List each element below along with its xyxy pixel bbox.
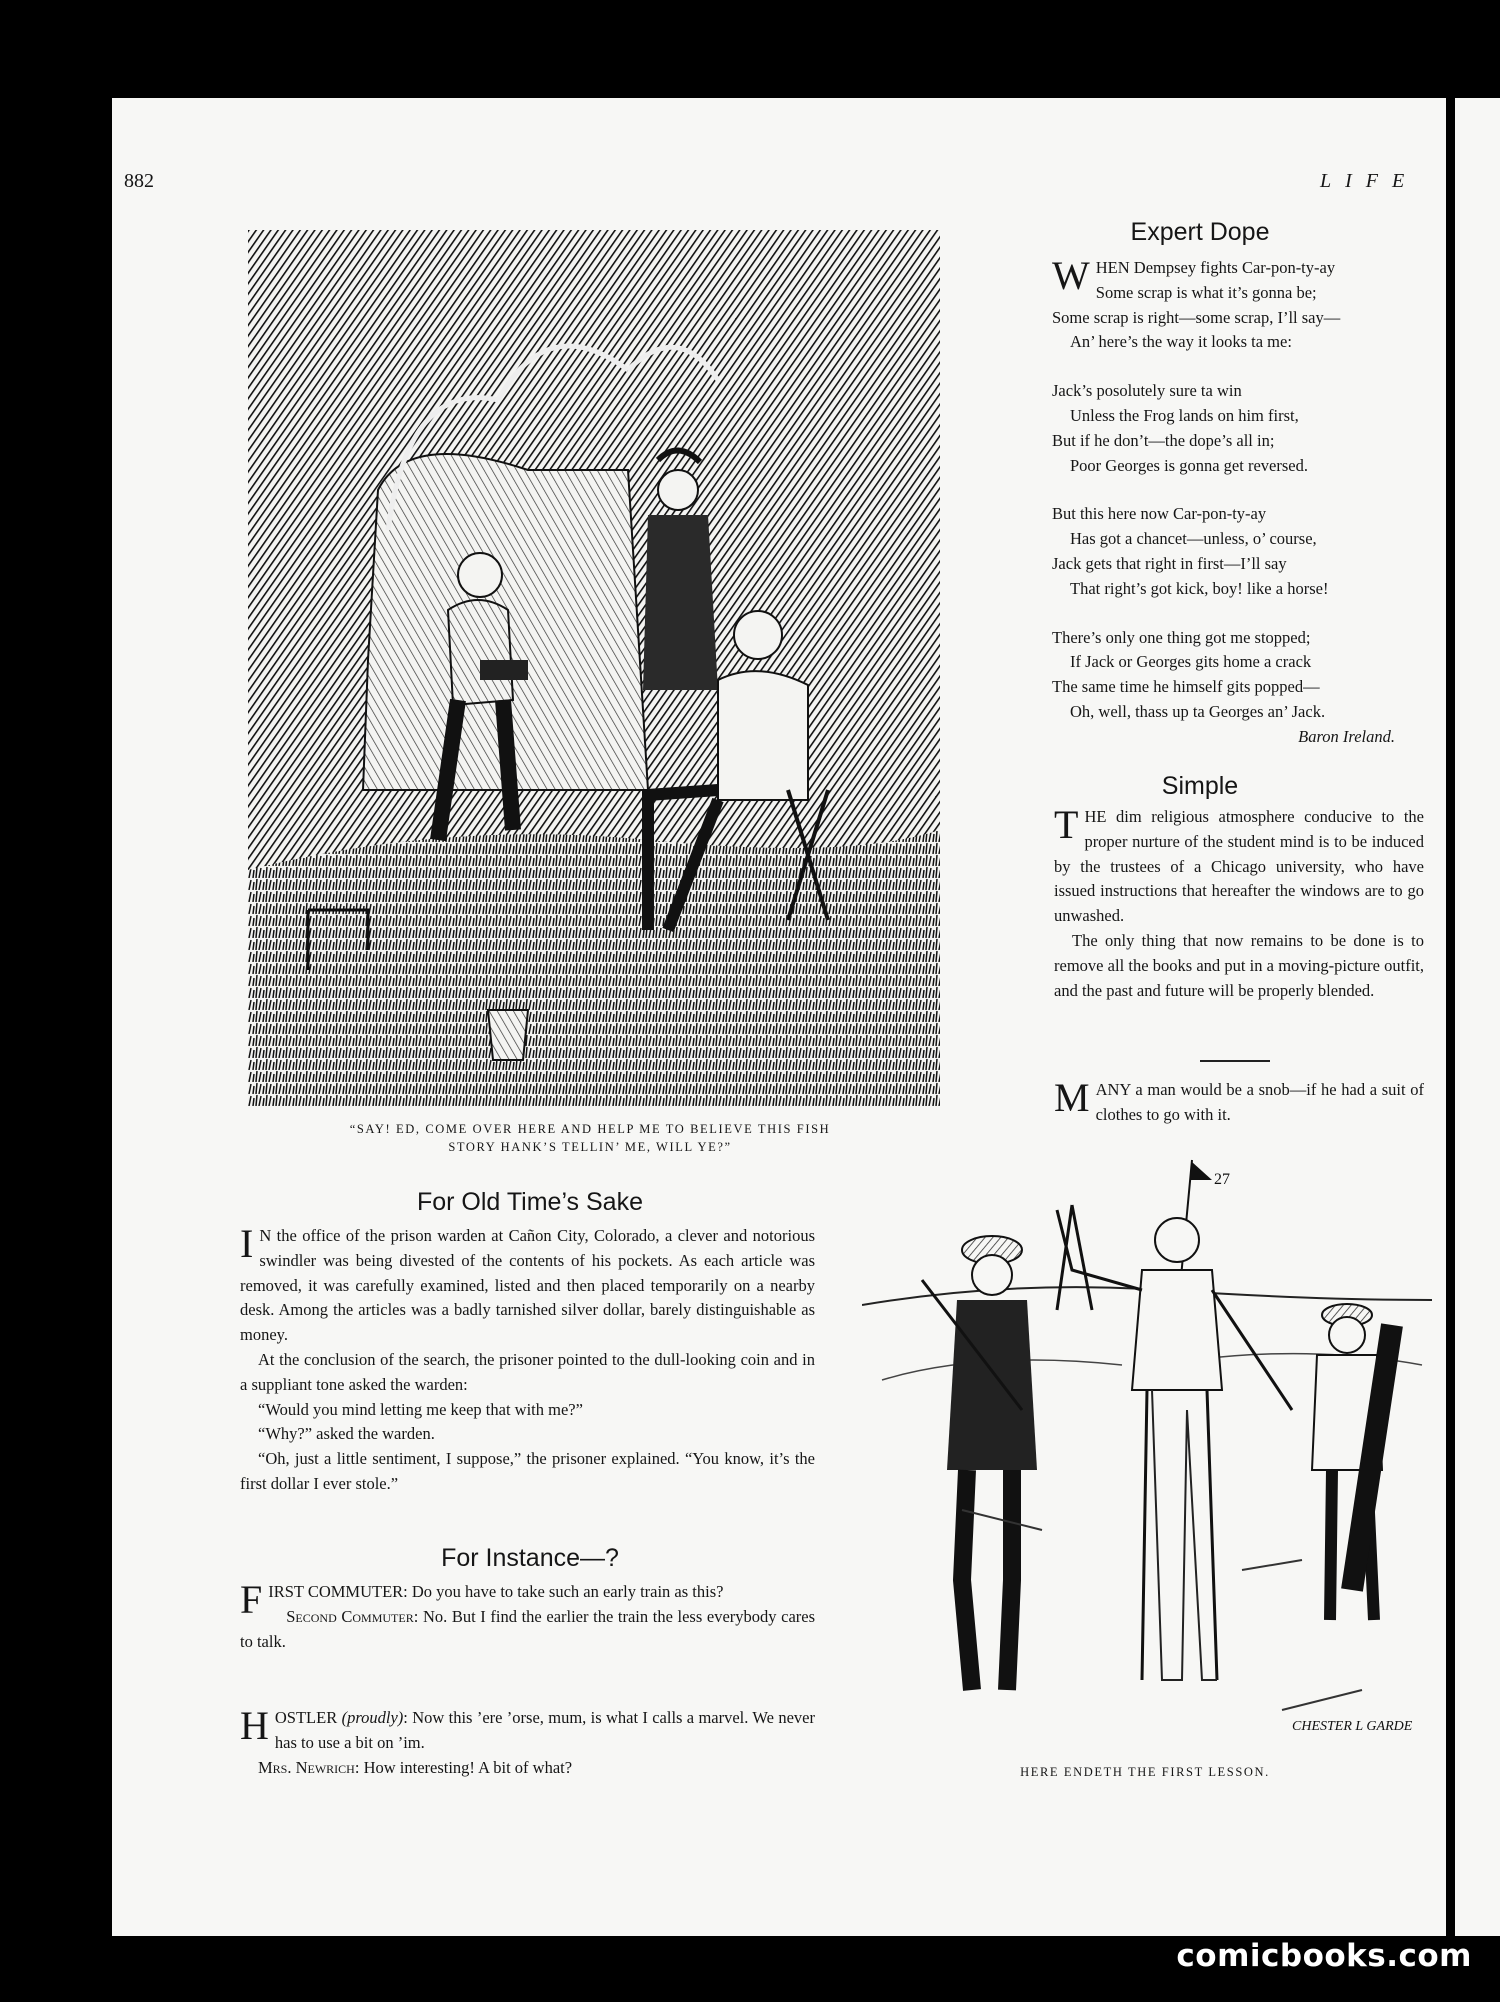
paragraph <box>240 1703 815 1756</box>
drop-cap: W <box>1052 253 1090 298</box>
flag-number: 27 <box>1214 1171 1230 1188</box>
poem-line: Some scrap is what it’s gonna be; <box>1095 282 1317 302</box>
snob-quip <box>1054 1075 1424 1128</box>
drop-cap: M <box>1054 1075 1090 1120</box>
simple-title: Simple <box>1161 772 1239 800</box>
poem-line: Oh, well, thass up ta Georges an’ Jack. <box>1070 701 1326 721</box>
paragraph-text: HE dim religious atmosphere conducive to the proper nurture of the student mind is to be induced by the trustees of a Chicago university, who have issued instructions that hereafter the windows are to go unwashed. <box>1054 807 1424 926</box>
paragraph-text: ANY a man would be a snob—if he had a suit of clothes to go with it. <box>1095 1080 1424 1124</box>
paragraph: The only thing that now remains to be done is to remove all the books and put in a moving-picture outfit, and the past and future will be properly blended. <box>1054 930 1424 1000</box>
dialogue: How interesting! A bit of what? <box>363 1757 573 1777</box>
golf-caption: HERE ENDETH THE FIRST LESSON. <box>1020 1765 1270 1779</box>
poem-line: Poor Georges is gonna get reversed. <box>1070 455 1308 475</box>
magazine-title: LIFE <box>1320 170 1419 192</box>
poem-line: Some scrap is right—some scrap, I’ll say— <box>1052 307 1341 327</box>
author-signature: Baron Ireland. <box>1298 726 1395 746</box>
camp-caption-line-2: STORY HANK’S TELLIN’ ME, WILL YE?” <box>448 1140 732 1154</box>
instance-article <box>240 1577 816 1654</box>
poem-line: But if he don’t—the dope’s all in; <box>1052 430 1275 450</box>
paragraph: “Oh, just a little sentiment, I suppose,” the prisoner explained. “You know, it’s the first dollar I ever stole.” <box>240 1449 815 1493</box>
hostler-article <box>240 1703 815 1780</box>
drop-cap: F <box>240 1577 263 1622</box>
old-times-title: For Old Time’s Sake <box>416 1188 643 1216</box>
expert-dope-poem <box>1052 253 1417 750</box>
camp-illustration <box>248 230 940 1106</box>
poem-title: Expert Dope <box>1130 218 1270 246</box>
poem-line: HEN Dempsey fights Car-pon-ty-ay <box>1095 258 1336 277</box>
paragraph <box>240 1605 815 1655</box>
camp-caption-line-1: “SAY! ED, COME OVER HERE AND HELP ME TO BELIEVE THIS FISH <box>349 1122 831 1136</box>
poem-line: Jack gets that right in first—I’ll say <box>1052 553 1287 573</box>
drop-cap: H <box>240 1703 269 1748</box>
instance-title: For Instance—? <box>441 1544 619 1572</box>
drop-cap: I <box>240 1221 254 1266</box>
drop-cap: T <box>1054 802 1079 847</box>
golf-illustration <box>862 1150 1432 1750</box>
dialogue: No. But I find the earlier the train the less everybody cares to talk. <box>240 1606 816 1651</box>
stanza <box>1052 502 1417 601</box>
poem-line: The same time he himself gits popped— <box>1052 677 1320 697</box>
dialogue: : Now this ’ere ’orse, mum, is what I calls a marvel. We never has to use a bit on ’im. <box>274 1708 815 1752</box>
page-number: 882 <box>124 170 154 192</box>
stanza <box>1052 626 1417 750</box>
poem-line: Has got a chancet—unless, o’ course, <box>1070 529 1317 549</box>
simple-article <box>1054 802 1424 1003</box>
speaker: IRST COMMUTER: <box>268 1582 408 1601</box>
paragraph <box>240 1756 815 1781</box>
speaker: Second Commuter: <box>286 1606 419 1626</box>
paragraph: “Why?” asked the warden. <box>258 1424 435 1444</box>
poem-line: Unless the Frog lands on him first, <box>1070 405 1299 425</box>
paragraph: At the conclusion of the search, the prisoner pointed to the dull-looking coin and in a suppliant tone asked the warden: <box>240 1349 815 1394</box>
paragraph <box>1054 802 1424 929</box>
poem-line: That right’s got kick, boy! like a horse! <box>1070 578 1329 598</box>
speaker: OSTLER <box>274 1708 338 1727</box>
paragraph <box>240 1221 815 1348</box>
artist-signature: CHESTER L GARDE <box>1292 1719 1413 1734</box>
dialogue: Do you have to take such an early train as this? <box>411 1582 724 1601</box>
stage-direction: (proudly) <box>341 1708 404 1727</box>
stanza <box>1052 379 1417 478</box>
divider <box>1200 1060 1270 1062</box>
poem-line: Jack’s posolutely sure ta win <box>1052 381 1242 401</box>
paragraph: “Would you mind letting me keep that with me?” <box>258 1399 583 1419</box>
old-times-article <box>240 1221 815 1497</box>
poem-line: An’ here’s the way it looks ta me: <box>1070 332 1292 352</box>
camp-caption <box>280 1120 900 1156</box>
speaker: Mrs. Newrich: <box>258 1757 360 1777</box>
paragraph <box>1054 1075 1424 1128</box>
paragraph-text: N the office of the prison warden at Cañon City, Colorado, a clever and notorious swindler was being divested of the contents of his pockets. As each article was removed, it was carefully examined, listed and then placed temporarily on a nearby desk. Among the articles was a badly tarnished silver dollar, barely distinguishable as money. <box>240 1226 815 1345</box>
poem-line: If Jack or Georges gits home a crack <box>1070 652 1312 672</box>
next-page-edge <box>1455 98 1500 1936</box>
poem-line: There’s only one thing got me stopped; <box>1052 627 1311 647</box>
stanza <box>1052 253 1417 355</box>
site-watermark: comicbooks.com <box>1176 1938 1472 1974</box>
poem-line: But this here now Car-pon-ty-ay <box>1052 504 1267 524</box>
